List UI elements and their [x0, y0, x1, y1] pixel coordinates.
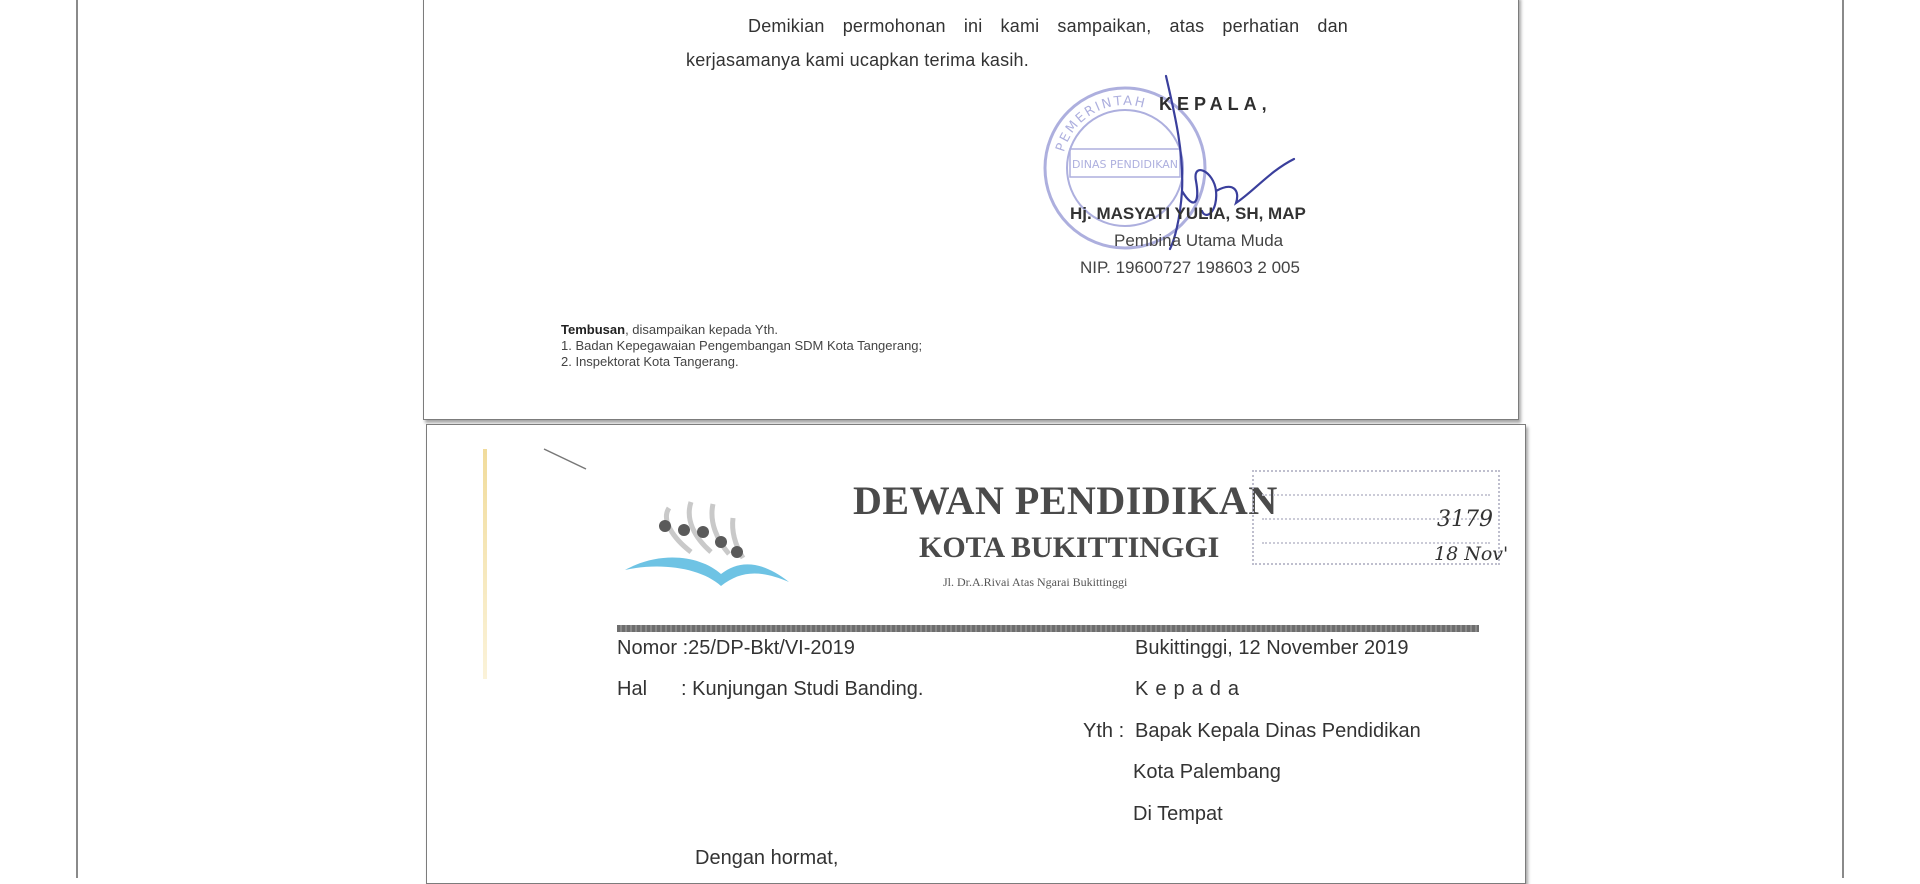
- letterhead-scan: [426, 424, 1526, 884]
- addressee-heading: Kepada: [1135, 678, 1246, 700]
- scan-edge-mark: [483, 449, 487, 679]
- yth-label: Yth :: [1083, 720, 1125, 742]
- organization-name: DEWAN PENDIDIKAN: [853, 478, 1278, 523]
- subject-label: Hal: [617, 678, 648, 700]
- signatory-nip: NIP. 19600727 198603 2 005: [1080, 258, 1300, 277]
- carbon-copy-block: [561, 322, 922, 370]
- signatory-rank: Pembina Utama Muda: [1114, 231, 1284, 250]
- handwritten-date: 18 Nov': [1434, 543, 1509, 565]
- cc-item: 1. Badan Kepegawaian Pengembangan SDM Kota Tangerang;: [561, 338, 923, 353]
- recipient-place: Di Tempat: [1133, 803, 1223, 825]
- closing-paragraph: Demikian permohonan ini kami sampaikan, atas perhatian dan kerjasamanya kami ucapkan terima kasih.: [686, 16, 1348, 70]
- greeting: Dengan hormat,: [695, 847, 839, 869]
- svg-text:DINAS PENDIDIKAN: DINAS PENDIDIKAN: [1072, 158, 1178, 171]
- organization-address: Jl. Dr.A.Rivai Atas Ngarai Bukittinggi: [943, 575, 1128, 589]
- signatory-title: KEPALA,: [1159, 94, 1272, 114]
- cc-intro: , disampaikan kepada Yth.: [625, 322, 779, 337]
- letter-number: Nomor :25/DP-Bkt/VI-2019: [617, 637, 855, 659]
- recipient-name: Bapak Kepala Dinas Pendidikan: [1135, 720, 1421, 742]
- subject-value: : Kunjungan Studi Banding.: [681, 678, 924, 700]
- letter-end-scan: [423, 0, 1519, 420]
- organization-city: KOTA BUKITTINGGI: [919, 531, 1220, 564]
- letterhead-divider: [617, 625, 1479, 632]
- cc-item: 2. Inspektorat Kota Tangerang.: [561, 354, 739, 369]
- scan-corner-mark: [542, 447, 592, 471]
- cc-label: Tembusan: [561, 322, 626, 337]
- handwritten-number: 3179: [1437, 507, 1493, 532]
- place-date: Bukittinggi, 12 November 2019: [1135, 637, 1409, 659]
- signatory-name: Hj. MASYATI YULIA, SH, MAP: [1070, 204, 1306, 223]
- svg-text:PEMERINTAH: PEMERINTAH: [1053, 93, 1148, 154]
- organization-logo: [621, 490, 801, 590]
- recipient-city: Kota Palembang: [1133, 761, 1281, 783]
